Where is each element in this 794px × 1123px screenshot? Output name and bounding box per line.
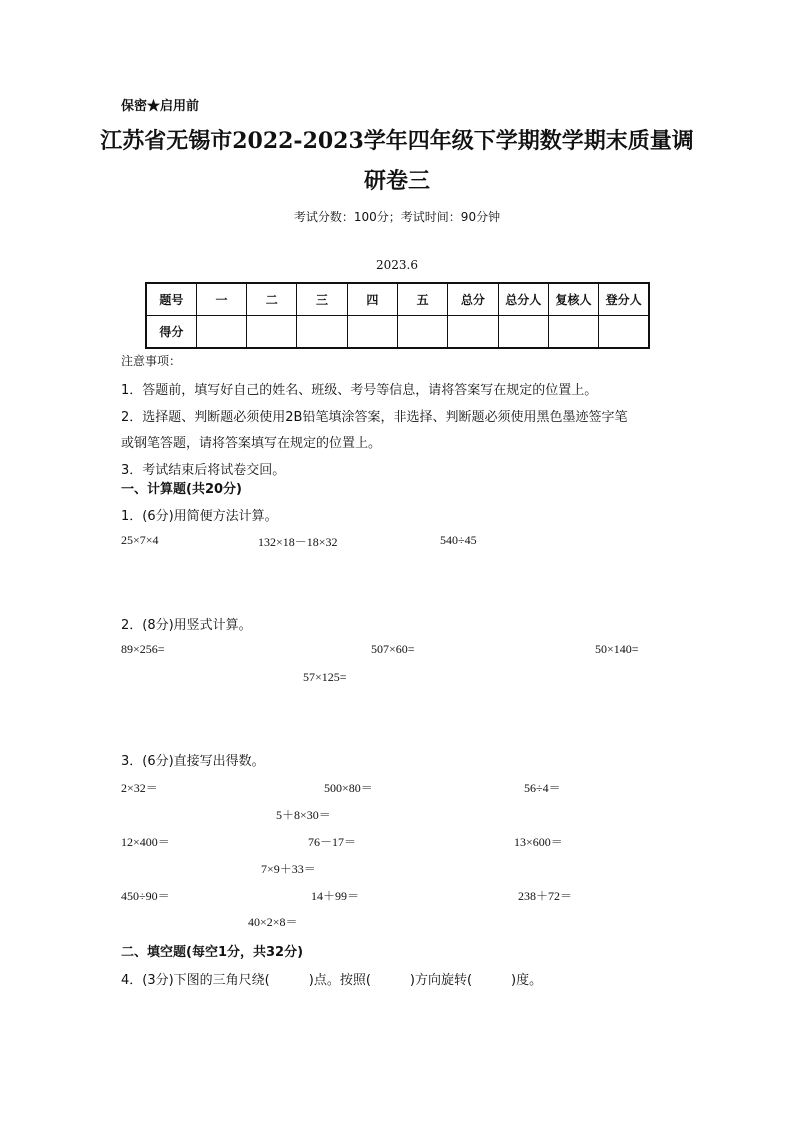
score-cell: 复核人 [548,283,598,316]
exam-title-line1: 江苏省无锡市2022-2023学年四年级下学期数学期末质量调 [100,128,694,154]
q3-item: 13×600＝ [514,835,563,849]
score-cell: 总分人 [498,283,548,316]
score-input-cell[interactable] [347,316,397,349]
score-cell: 二 [247,283,297,316]
note-item-2-line1: 2．选择题、判断题必须使用2B铅笔填涂答案，非选择、判断题必须使用黑色墨迹签字笔 [121,410,628,425]
score-input-cell[interactable] [599,316,649,349]
q1-item: 540÷45 [440,533,477,547]
q3-item: 2×32＝ [121,781,158,795]
score-cell: 五 [397,283,447,316]
q3-item: 500×80＝ [324,781,373,795]
q2-item: 507×60= [371,642,415,656]
q3-item: 5＋8×30＝ [276,808,331,822]
note-item-3: 3．考试结束后将试卷交回。 [121,463,286,478]
score-cell: 题号 [146,283,196,316]
exam-date: 2023.6 [376,258,418,272]
q2-stem: 2．(8分)用竖式计算。 [121,618,252,633]
score-cell: 三 [297,283,347,316]
q3-stem: 3．(6分)直接写出得数。 [121,754,265,769]
exam-info: 考试分数：100分；考试时间：90分钟 [293,210,501,224]
q3-item: 14＋99＝ [311,889,360,903]
score-table-score-row [146,316,649,349]
section1-title: 一、计算题(共20分) [121,482,242,497]
score-input-cell[interactable] [498,316,548,349]
score-cell: 一 [196,283,246,316]
q3-item: 450÷90＝ [121,889,170,903]
q3-item: 40×2×8＝ [248,915,298,929]
q2-item: 50×140= [595,642,639,656]
note-item-1: 1．答题前，填写好自己的姓名、班级、考号等信息，请将答案写在规定的位置上。 [121,383,598,398]
q3-item: 7×9＋33＝ [261,862,316,876]
score-input-cell[interactable] [448,316,498,349]
q1-stem: 1．(6分)用简便方法计算。 [121,509,278,524]
exam-title-line2: 研卷三 [363,168,430,194]
q3-item: 76－17＝ [308,835,357,849]
score-cell: 登分人 [599,283,649,316]
score-input-cell[interactable] [196,316,246,349]
q1-item: 25×7×4 [121,533,159,547]
q3-item: 238＋72＝ [518,889,573,903]
score-cell: 总分 [448,283,498,316]
score-input-cell[interactable] [548,316,598,349]
confidential-label: 保密★启用前 [121,99,200,114]
q1-item: 132×18－18×32 [258,535,338,549]
score-input-cell[interactable] [397,316,447,349]
q3-item: 56÷4＝ [524,781,561,795]
score-row-label: 得分 [146,316,196,349]
score-input-cell[interactable] [247,316,297,349]
q4-stem: 4．(3分)下图的三角尺绕( )点。按照( )方向旋转( )度。 [121,973,543,988]
q3-item: 12×400＝ [121,835,170,849]
note-item-2-line2: 或钢笔答题，请将答案填写在规定的位置上。 [121,436,382,451]
section2-title: 二、填空题(每空1分，共32分) [121,945,304,960]
score-cell: 四 [347,283,397,316]
score-table [145,282,650,349]
q2-item: 57×125= [303,670,347,684]
q2-item: 89×256= [121,642,165,656]
notes-title: 注意事项： [121,354,182,368]
score-table-header-row [146,283,649,316]
score-input-cell[interactable] [297,316,347,349]
